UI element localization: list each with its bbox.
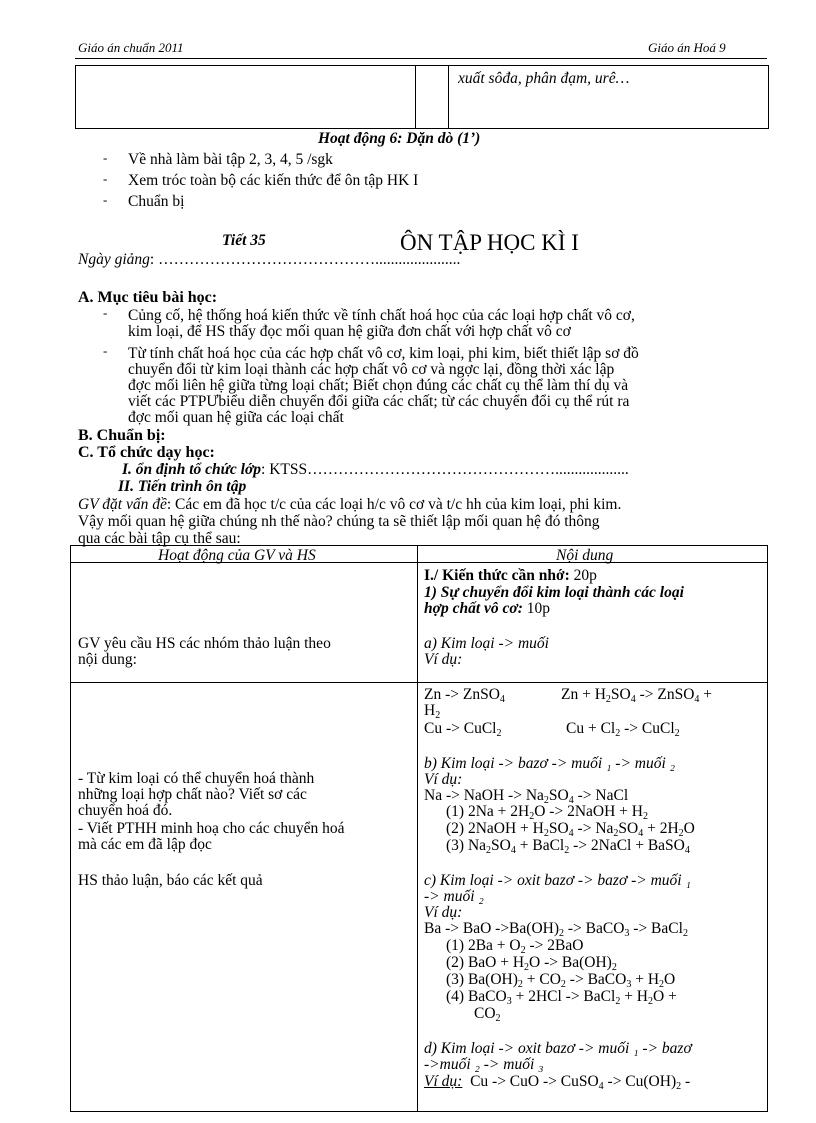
top-table — [75, 65, 769, 129]
header-right: Giáo án Hoá 9 — [648, 40, 726, 55]
eq-zn-reaction-cont: $H_2$ — [424, 702, 441, 721]
col1-header: Hoạt động của GV và HS — [158, 547, 316, 564]
main-table-row-rule — [70, 682, 767, 683]
section-a-b1-l1: Củng cố, hệ thống hoá kiến thức về tính chất hoá học của các loại hợp chất vô cơ, — [128, 307, 635, 324]
b-vidu: Ví dụ: — [424, 771, 463, 788]
section-a-b2-l2: chuyển đổi từ kim loại thành các hợp chất vô cơ và ngợc lại, đồng thời xác lập — [128, 361, 615, 378]
row2-left-2: những loại hợp chất nào? Viết sơ các — [78, 786, 307, 803]
eq-zn-scheme: Zn -> ZnSO$_4$ — [424, 686, 505, 705]
s1-line-2: hợp chất vô cơ: — [424, 600, 523, 617]
main-table-col-divider — [417, 545, 418, 1111]
row2-left-4: - Viết PTHH minh hoạ cho các chuyển hoá — [78, 820, 345, 837]
activity6-item-3: Chuẩn bị — [128, 193, 185, 210]
bullet-icon: - — [103, 150, 108, 165]
col2-header: Nội dung — [556, 547, 614, 564]
date-value: : ……………………………………...................... — [149, 251, 461, 268]
section-a-b2-l3: đợc mối liên hệ giữa từng loại chất; Biết chọn đúng các chất cụ thể làm thí dụ và — [128, 377, 629, 394]
eq-cu-reaction: $Cu + Cl_2$ -> CuCl$_2$ — [566, 720, 680, 739]
eq-b-scheme: Na -> NaOH -> $Na_2SO_4$ -> NaCl — [424, 787, 629, 806]
section-a-b2-l1: Từ tính chất hoá học của các hợp chất vô cơ, kim loại, phi kim, biết thiết lập sơ đồ — [128, 345, 639, 362]
eq-c-4-cont: $CO_2$ — [474, 1005, 501, 1024]
section-c-item1-label: I. ổn định tổ chức lớp — [122, 461, 262, 478]
top-table-divider-2 — [448, 65, 449, 128]
section-c-item1-value: : KTSS…………………………………………................... — [261, 461, 629, 478]
section-a-b2-l4: viết các PTPƯbiểu diễn chuyển đổi giữa các chất; từ các chuyển đổi cụ thể rút ra — [128, 393, 630, 410]
lesson-period: Tiết 35 — [222, 232, 266, 249]
bullet-icon: - — [103, 305, 108, 320]
c-title-1: c) Kim loại -> oxit bazơ -> bazơ -> muối ₁ — [424, 872, 691, 889]
activity6-item-2: Xem tróc toàn bộ các kiến thức để ôn tập HK I — [128, 172, 419, 189]
section-a-b2-l5: đợc mối quan hệ giữa các loại chất — [128, 409, 344, 426]
kt-time: 20p — [569, 567, 597, 584]
eq-zn-reaction: $Zn + H_2SO_4$ -> ZnSO$_4$ + — [561, 686, 713, 705]
top-table-divider-1 — [415, 65, 416, 128]
eq-d-scheme: Ví dụ: Cu -> CuO -> CuSO$_4$ -> $Cu(OH)_2$ - — [424, 1073, 691, 1092]
row2-left-1: - Từ kim loại có thể chuyển hoá thành — [78, 770, 315, 787]
bullet-icon: - — [103, 343, 108, 358]
row1-left-1: GV yêu cầu HS các nhóm thảo luận theo — [78, 635, 331, 652]
eq-c-1: (1) $2Ba + O_2 -> 2BaO$ — [446, 937, 584, 956]
intro-line-1: : Các em đã học t/c của các loại h/c vô cơ và t/c hh của kim loại, phi kim. — [166, 496, 622, 513]
eq-c-scheme: Ba -> BaO $->Ba(OH)_2$ -> BaCO$_3$ -> BaCl$_2$ — [424, 920, 688, 939]
section-c-heading: C. Tổ chức dạy học: — [78, 444, 215, 461]
intro-line-2: Vậy mối quan hệ giữa chúng nh thế nào? chúng ta sẽ thiết lập mối quan hệ đó thông — [78, 513, 600, 530]
activity6-item-1: Về nhà làm bài tập 2, 3, 4, 5 /sgk — [128, 151, 333, 168]
a-title: a) Kim loại -> muối — [424, 635, 549, 652]
c-title-2: -> muối ₂ — [424, 888, 484, 905]
section-a-heading: A. Mục tiêu bài học: — [78, 289, 218, 306]
date-label: Ngày giảng — [78, 251, 150, 268]
kt-label: I./ Kiến thức cần nhớ: — [424, 567, 570, 584]
row2-left-5: mà các em đã lập đọc — [78, 836, 212, 853]
a-vidu: Ví dụ: — [424, 651, 463, 668]
bullet-icon: - — [103, 171, 108, 186]
section-b-heading: B. Chuẩn bị: — [78, 427, 166, 444]
d-title-1: d) Kim loại -> oxit bazơ -> muối ₁ -> bazơ — [424, 1040, 692, 1057]
row1-left-2: nội dung: — [78, 651, 137, 668]
row2-left-3: chuyển hoá đó. — [78, 802, 173, 819]
lesson-title: ÔN TẬP HỌC KÌ I — [400, 230, 579, 255]
eq-c-3: (3) $Ba(OH)_2 + CO_2$ -> BaCO$_3$ + $H_2O$ — [446, 971, 676, 990]
s1-line-1: 1) Sự chuyển đổi kim loại thành các loại — [424, 584, 684, 601]
eq-b-2: (2) 2NaOH + $H_2SO_4 -> Na_2SO_4 + 2H_2O$ — [446, 820, 695, 839]
d-title-2: ->muối ₂ -> muối ₃ — [424, 1056, 544, 1073]
row2-left-6: HS thảo luận, báo các kết quả — [78, 872, 263, 889]
eq-b-1: (1) $2Na + 2H_2O$ -> 2NaOH + $H_2$ — [446, 803, 648, 822]
activity6-title: Hoạt động 6: Dặn dò (1’) — [318, 130, 481, 147]
intro-label: GV đặt vấn đề — [78, 496, 167, 513]
eq-c-2: (2) BaO + $H_2O -> Ba(OH)_2$ — [446, 954, 617, 973]
eq-c-4: (4) BaCO$_3$ + 2HCl -> BaCl$_2$ + $H_2O$ + — [446, 988, 677, 1007]
bullet-icon: - — [103, 192, 108, 207]
intro-line-3: qua các bài tập cụ thể sau: — [78, 530, 241, 547]
header-left: Giáo án chuẩn 2011 — [78, 40, 184, 55]
b-title: b) Kim loại -> bazơ -> muối ₁ -> muối ₂ — [424, 755, 676, 772]
d-vidu: Ví dụ: — [424, 1073, 463, 1090]
eq-cu-scheme: Cu -> CuCl$_2$ — [424, 720, 502, 739]
eq-b-3: (3) $Na_2SO_4$ + BaCl$_2$ -> 2NaCl + BaSO$_4$ — [446, 837, 690, 856]
section-c-item2: II. Tiến trình ôn tập — [118, 478, 247, 495]
c-vidu: Ví dụ: — [424, 904, 463, 921]
top-table-cell: xuất sôđa, phân đạm, urê… — [458, 70, 630, 87]
section-a-b1-l2: kim loại, để HS thấy đọc mối quan hệ giữa đơn chất với hợp chất vô cơ — [128, 323, 571, 340]
header-rule — [75, 58, 767, 59]
s1-time: 10p — [522, 600, 550, 617]
